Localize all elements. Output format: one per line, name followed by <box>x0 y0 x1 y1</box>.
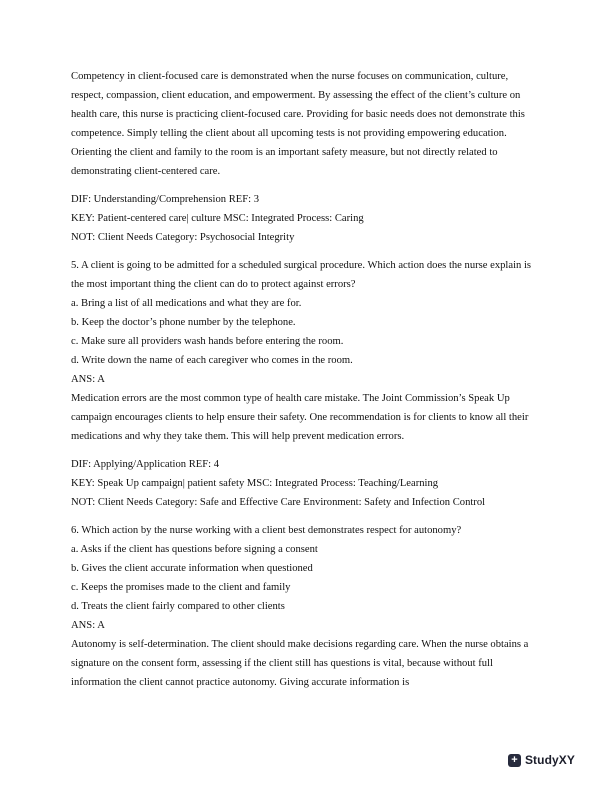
key-line: KEY: Patient-centered care| culture MSC: Integrated Process: Caring <box>71 213 364 224</box>
page-content <box>71 67 541 692</box>
paragraph-text: Competency in client-focused care is demonstrated when the nurse focuses on communication, culture, respect, compassion, client education, and empowerment. By assessing the effect of the client’s culture on health care, this nurse is practicing client-focused care. Providing for basic needs does not demonstrate this competence. Simply telling the client about all upcoming tests is not providing empowering education. Orienting the client and family to the room is an important safety measure, but not directly related to demonstrating client-centered care. <box>71 71 525 177</box>
choice-a: a. Asks if the client has questions before signing a consent <box>71 544 318 555</box>
meta-block-2 <box>71 455 541 512</box>
plus-icon: + <box>508 754 521 767</box>
choice-b: b. Gives the client accurate information when questioned <box>71 563 313 574</box>
question-stem: 5. A client is going to be admitted for a scheduled surgical procedure. Which action does the nurse explain is the most important thing the client can do to protect against errors? <box>71 260 532 290</box>
choice-a: a. Bring a list of all medications and what they are for. <box>71 298 302 309</box>
question-6 <box>71 521 541 692</box>
answer-line: ANS: A <box>71 620 105 631</box>
dif-line: DIF: Applying/Application REF: 4 <box>71 459 220 470</box>
choice-c: c. Keeps the promises made to the client and family <box>71 582 291 593</box>
dif-line: DIF: Understanding/Comprehension REF: 3 <box>71 194 260 205</box>
rationale-text: Autonomy is self-determination. The client should make decisions regarding care. When the nurse obtains a signature on the consent form, assessing if the client still has questions is vital, because without full information the client cannot practice autonomy. Giving accurate information is <box>71 639 529 688</box>
not-line: NOT: Client Needs Category: Safe and Effective Care Environment: Safety and Infection Control <box>71 497 486 508</box>
choice-d: d. Treats the client fairly compared to other clients <box>71 601 285 612</box>
brand-logo-text: StudyXY <box>524 753 575 767</box>
key-line: KEY: Speak Up campaign| patient safety MSC: Integrated Process: Teaching/Learning <box>71 478 439 489</box>
footer-brand <box>508 753 575 767</box>
choice-b: b. Keep the doctor’s phone number by the telephone. <box>71 317 296 328</box>
not-line: NOT: Client Needs Category: Psychosocial Integrity <box>71 232 295 243</box>
answer-line: ANS: A <box>71 374 105 385</box>
choice-c: c. Make sure all providers wash hands before entering the room. <box>71 336 344 347</box>
question-5 <box>71 256 541 446</box>
rationale-text: Medication errors are the most common type of health care mistake. The Joint Commission’s Speak Up campaign encourages clients to help ensure their safety. One recommendation is for clients to know all their medications and why they take them. This will help prevent medication errors. <box>71 393 529 442</box>
meta-block-1 <box>71 190 541 247</box>
choice-d: d. Write down the name of each caregiver who comes in the room. <box>71 355 353 366</box>
question-stem: 6. Which action by the nurse working with a client best demonstrates respect for autonomy? <box>71 525 462 536</box>
rationale-paragraph <box>71 67 541 181</box>
